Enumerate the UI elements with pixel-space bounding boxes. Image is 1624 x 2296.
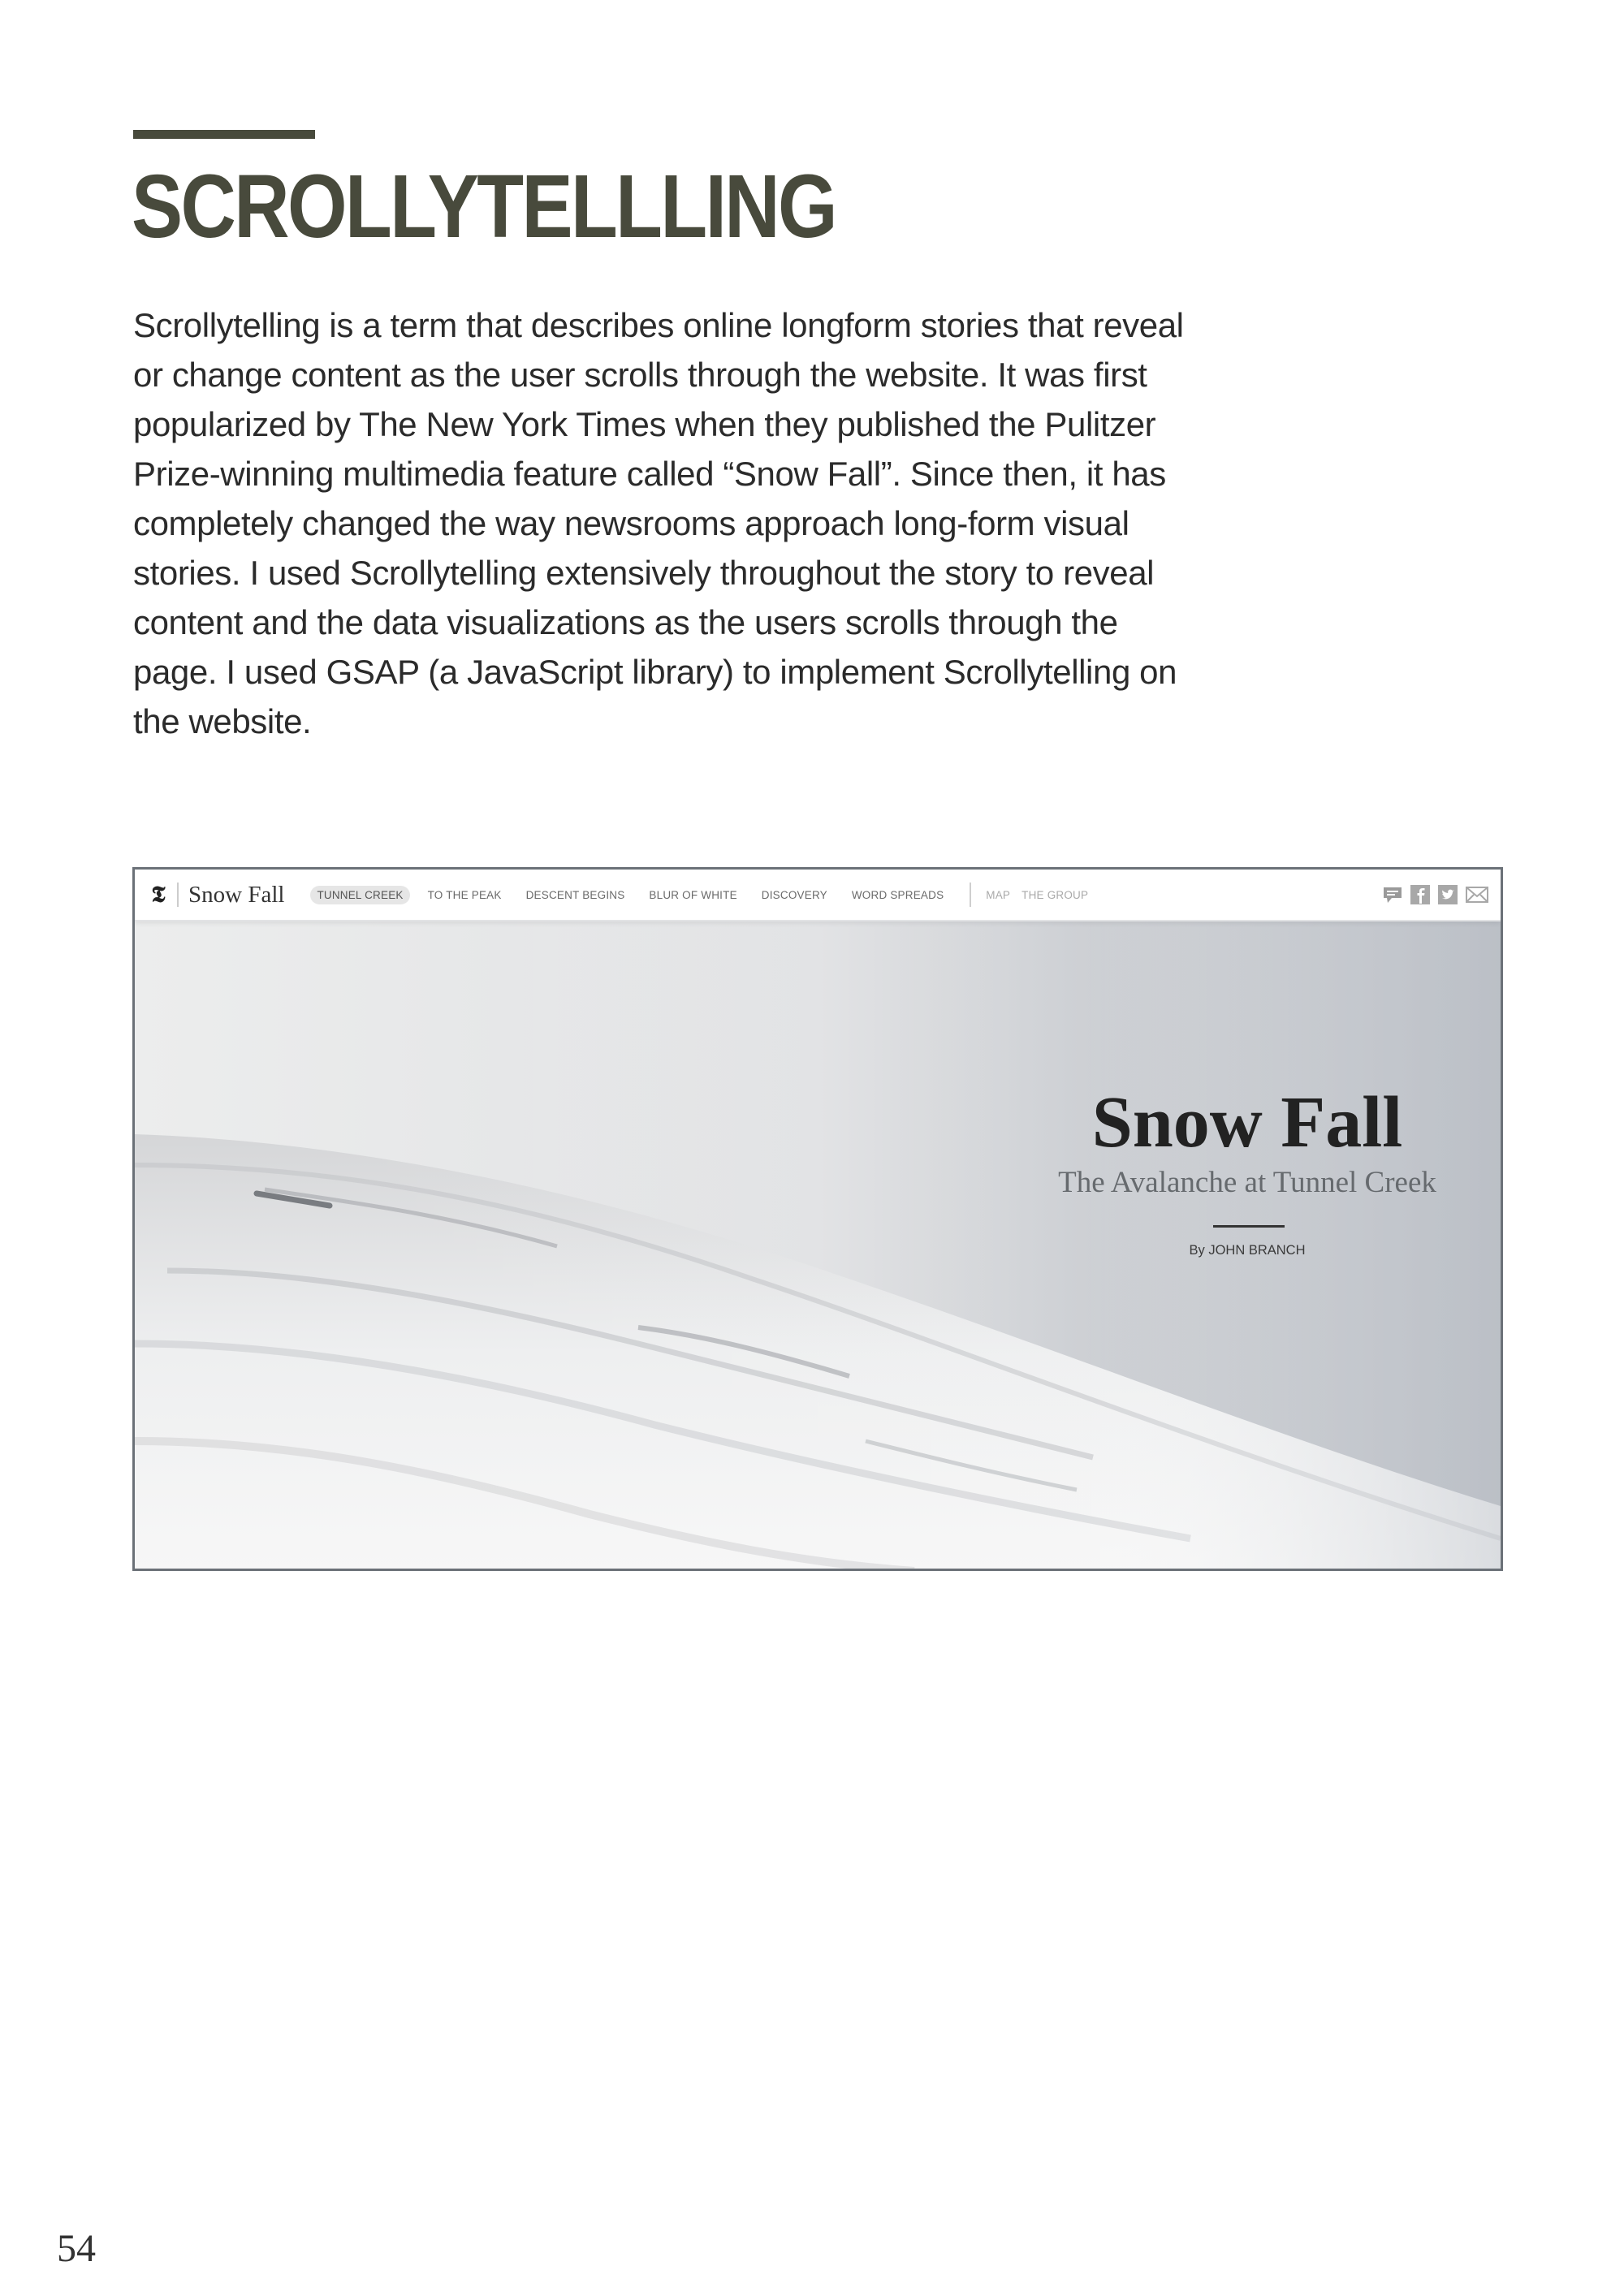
nav-item-blur-of-white[interactable]: BLUR OF WHITE (649, 888, 737, 901)
twitter-icon[interactable] (1437, 884, 1458, 905)
nav-item-map[interactable]: MAP (986, 888, 1011, 901)
hero-divider (1213, 1225, 1285, 1228)
nav-item-discovery[interactable]: DISCOVERY (761, 888, 827, 901)
logo-divider (177, 883, 179, 907)
page-number: 54 (57, 2227, 96, 2270)
paragraph-line: Scrollytelling is a term that describes online longform stories that reveal (133, 306, 1184, 344)
paragraph-line: the website. (133, 702, 312, 740)
email-icon[interactable] (1465, 884, 1489, 905)
paragraph-line: popularized by The New York Times when they published the Pulitzer (133, 405, 1156, 443)
paragraph-line: stories. I used Scrollytelling extensively throughout the story to reveal (133, 554, 1155, 592)
title-accent-rule (133, 130, 315, 139)
paragraph-line: or change content as the user scrolls through the website. It was first (133, 356, 1147, 394)
nav-item-the-group[interactable]: THE GROUP (1021, 888, 1089, 901)
nav-item-to-the-peak[interactable]: TO THE PEAK (427, 888, 502, 901)
section-title: SCROLLYTELLLING (132, 157, 836, 257)
nav-divider (970, 883, 971, 907)
nav-item-word-spreads[interactable]: WORD SPREADS (851, 888, 944, 901)
facebook-icon[interactable] (1410, 884, 1431, 905)
paragraph-line: content and the data visualizations as the users scrolls through the (133, 603, 1118, 641)
body-paragraph (133, 300, 1270, 746)
nyt-logo-icon[interactable]: 𝕿 (151, 881, 166, 908)
hero-byline: By JOHN BRANCH (1189, 1243, 1306, 1258)
hero-subtitle: The Avalanche at Tunnel Creek (1058, 1166, 1436, 1199)
hero-image (135, 921, 1501, 1571)
comment-icon[interactable] (1382, 885, 1403, 904)
snow-fall-screenshot (132, 867, 1503, 1571)
share-icons (1382, 884, 1489, 905)
paragraph-line: Prize-winning multimedia feature called “Snow Fall”. Since then, it has (133, 455, 1166, 493)
hero-title: Snow Fall (1091, 1082, 1403, 1163)
nav-item-tunnel-creek[interactable]: TUNNEL CREEK (310, 886, 409, 904)
paragraph-line: page. I used GSAP (a JavaScript library) to implement Scrollytelling on (133, 653, 1177, 691)
nav-item-descent-begins[interactable]: DESCENT BEGINS (525, 888, 625, 901)
brand-title[interactable]: Snow Fall (188, 881, 285, 908)
paragraph-line: completely changed the way newsrooms approach long-form visual (133, 504, 1129, 542)
screenshot-navbar (135, 870, 1501, 921)
chapter-nav (315, 883, 1099, 907)
